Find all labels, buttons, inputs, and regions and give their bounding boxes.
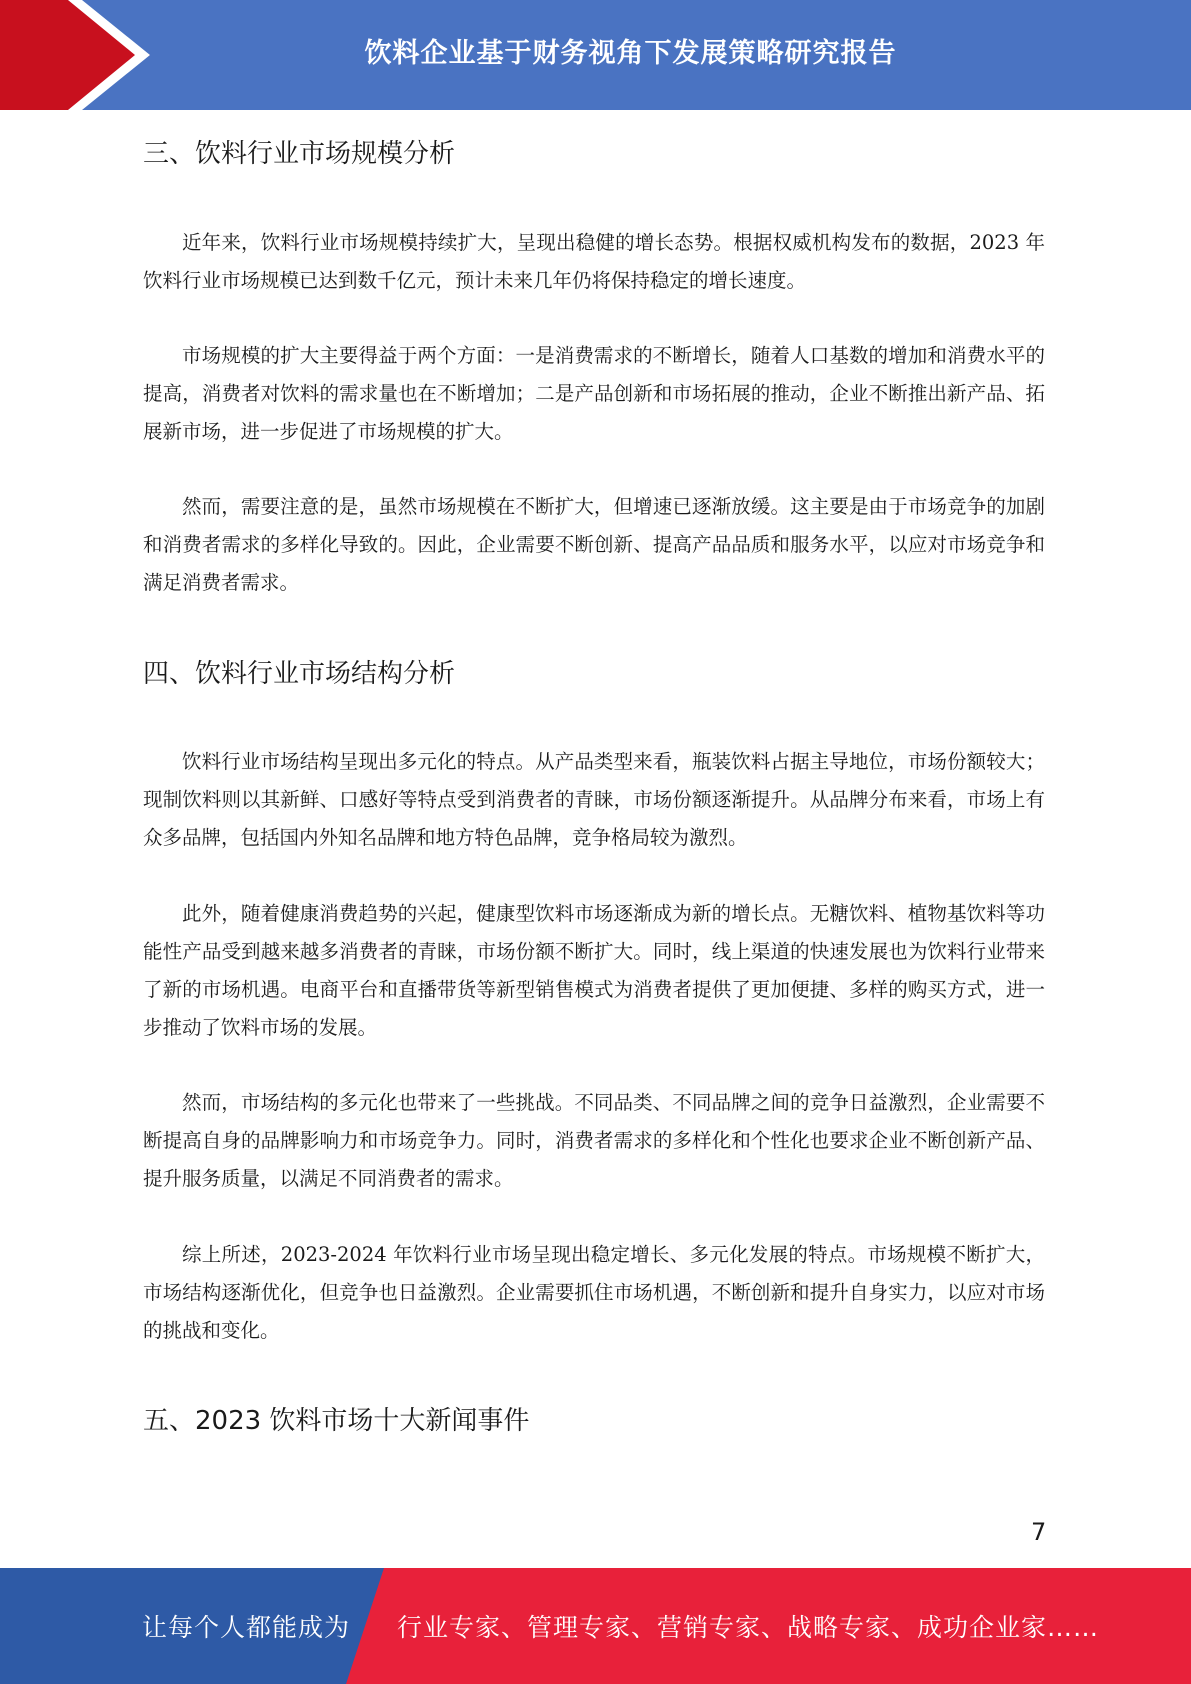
- page-header: [0, 0, 1191, 110]
- section-heading: 五、2023 饮料市场十大新闻事件: [143, 1406, 530, 1436]
- footer-tagline: 行业专家、管理专家、营销专家、战略专家、成功企业家……: [397, 1613, 1100, 1642]
- section-heading: 三、饮料行业市场规模分析: [143, 139, 456, 169]
- paragraph: 市场规模的扩大主要得益于两个方面：一是消费需求的不断增长，随着人口基数的增加和消费水平的提高，消费者对饮料的需求量也在不断增加；二是产品创新和市场拓展的推动，企业不断推出新产品、拓展新市场，进一步促进了市场规模的扩大。: [143, 344, 1045, 443]
- paragraph: 然而，市场结构的多元化也带来了一些挑战。不同品类、不同品牌之间的竞争日益激烈，企业需要不断提高自身的品牌影响力和市场竞争力。同时，消费者需求的多样化和个性化也要求企业不断创新产品、提升服务质量，以满足不同消费者的需求。: [143, 1091, 1045, 1190]
- footer-slogan: 让每个人都能成为: [142, 1613, 351, 1642]
- section-heading: 四、饮料行业市场结构分析: [143, 659, 456, 689]
- paragraph: 近年来，饮料行业市场规模持续扩大，呈现出稳健的增长态势。根据权威机构发布的数据，2023 年饮料行业市场规模已达到数千亿元，预计未来几年仍将保持稳定的增长速度。: [143, 231, 1045, 292]
- page-number: 7: [1031, 1518, 1047, 1546]
- paragraph: 然而，需要注意的是，虽然市场规模在不断扩大，但增速已逐渐放缓。这主要是由于市场竞争的加剧和消费者需求的多样化导致的。因此，企业需要不断创新、提高产品品质和服务水平，以应对市场竞争和满足消费者需求。: [143, 495, 1045, 594]
- paragraph: 饮料行业市场结构呈现出多元化的特点。从产品类型来看，瓶装饮料占据主导地位，市场份额较大；现制饮料则以其新鲜、口感好等特点受到消费者的青睐，市场份额逐渐提升。从品牌分布来看，市场上有众多品牌，包括国内外知名品牌和地方特色品牌，竞争格局较为激烈。: [143, 750, 1045, 849]
- paragraph: 此外，随着健康消费趋势的兴起，健康型饮料市场逐渐成为新的增长点。无糖饮料、植物基饮料等功能性产品受到越来越多消费者的青睐，市场份额不断扩大。同时，线上渠道的快速发展也为饮料行业带来了新的市场机遇。电商平台和直播带货等新型销售模式为消费者提供了更加便捷、多样的购买方式，进一步推动了饮料市场的发展。: [143, 902, 1045, 1039]
- page-footer: [0, 1568, 1191, 1684]
- report-title: 饮料企业基于财务视角下发展策略研究报告: [364, 37, 897, 69]
- paragraph: 综上所述，2023-2024 年饮料行业市场呈现出稳定增长、多元化发展的特点。市场规模不断扩大，市场结构逐渐优化，但竞争也日益激烈。企业需要抓住市场机遇，不断创新和提升自身实力，以应对市场的挑战和变化。: [143, 1243, 1045, 1342]
